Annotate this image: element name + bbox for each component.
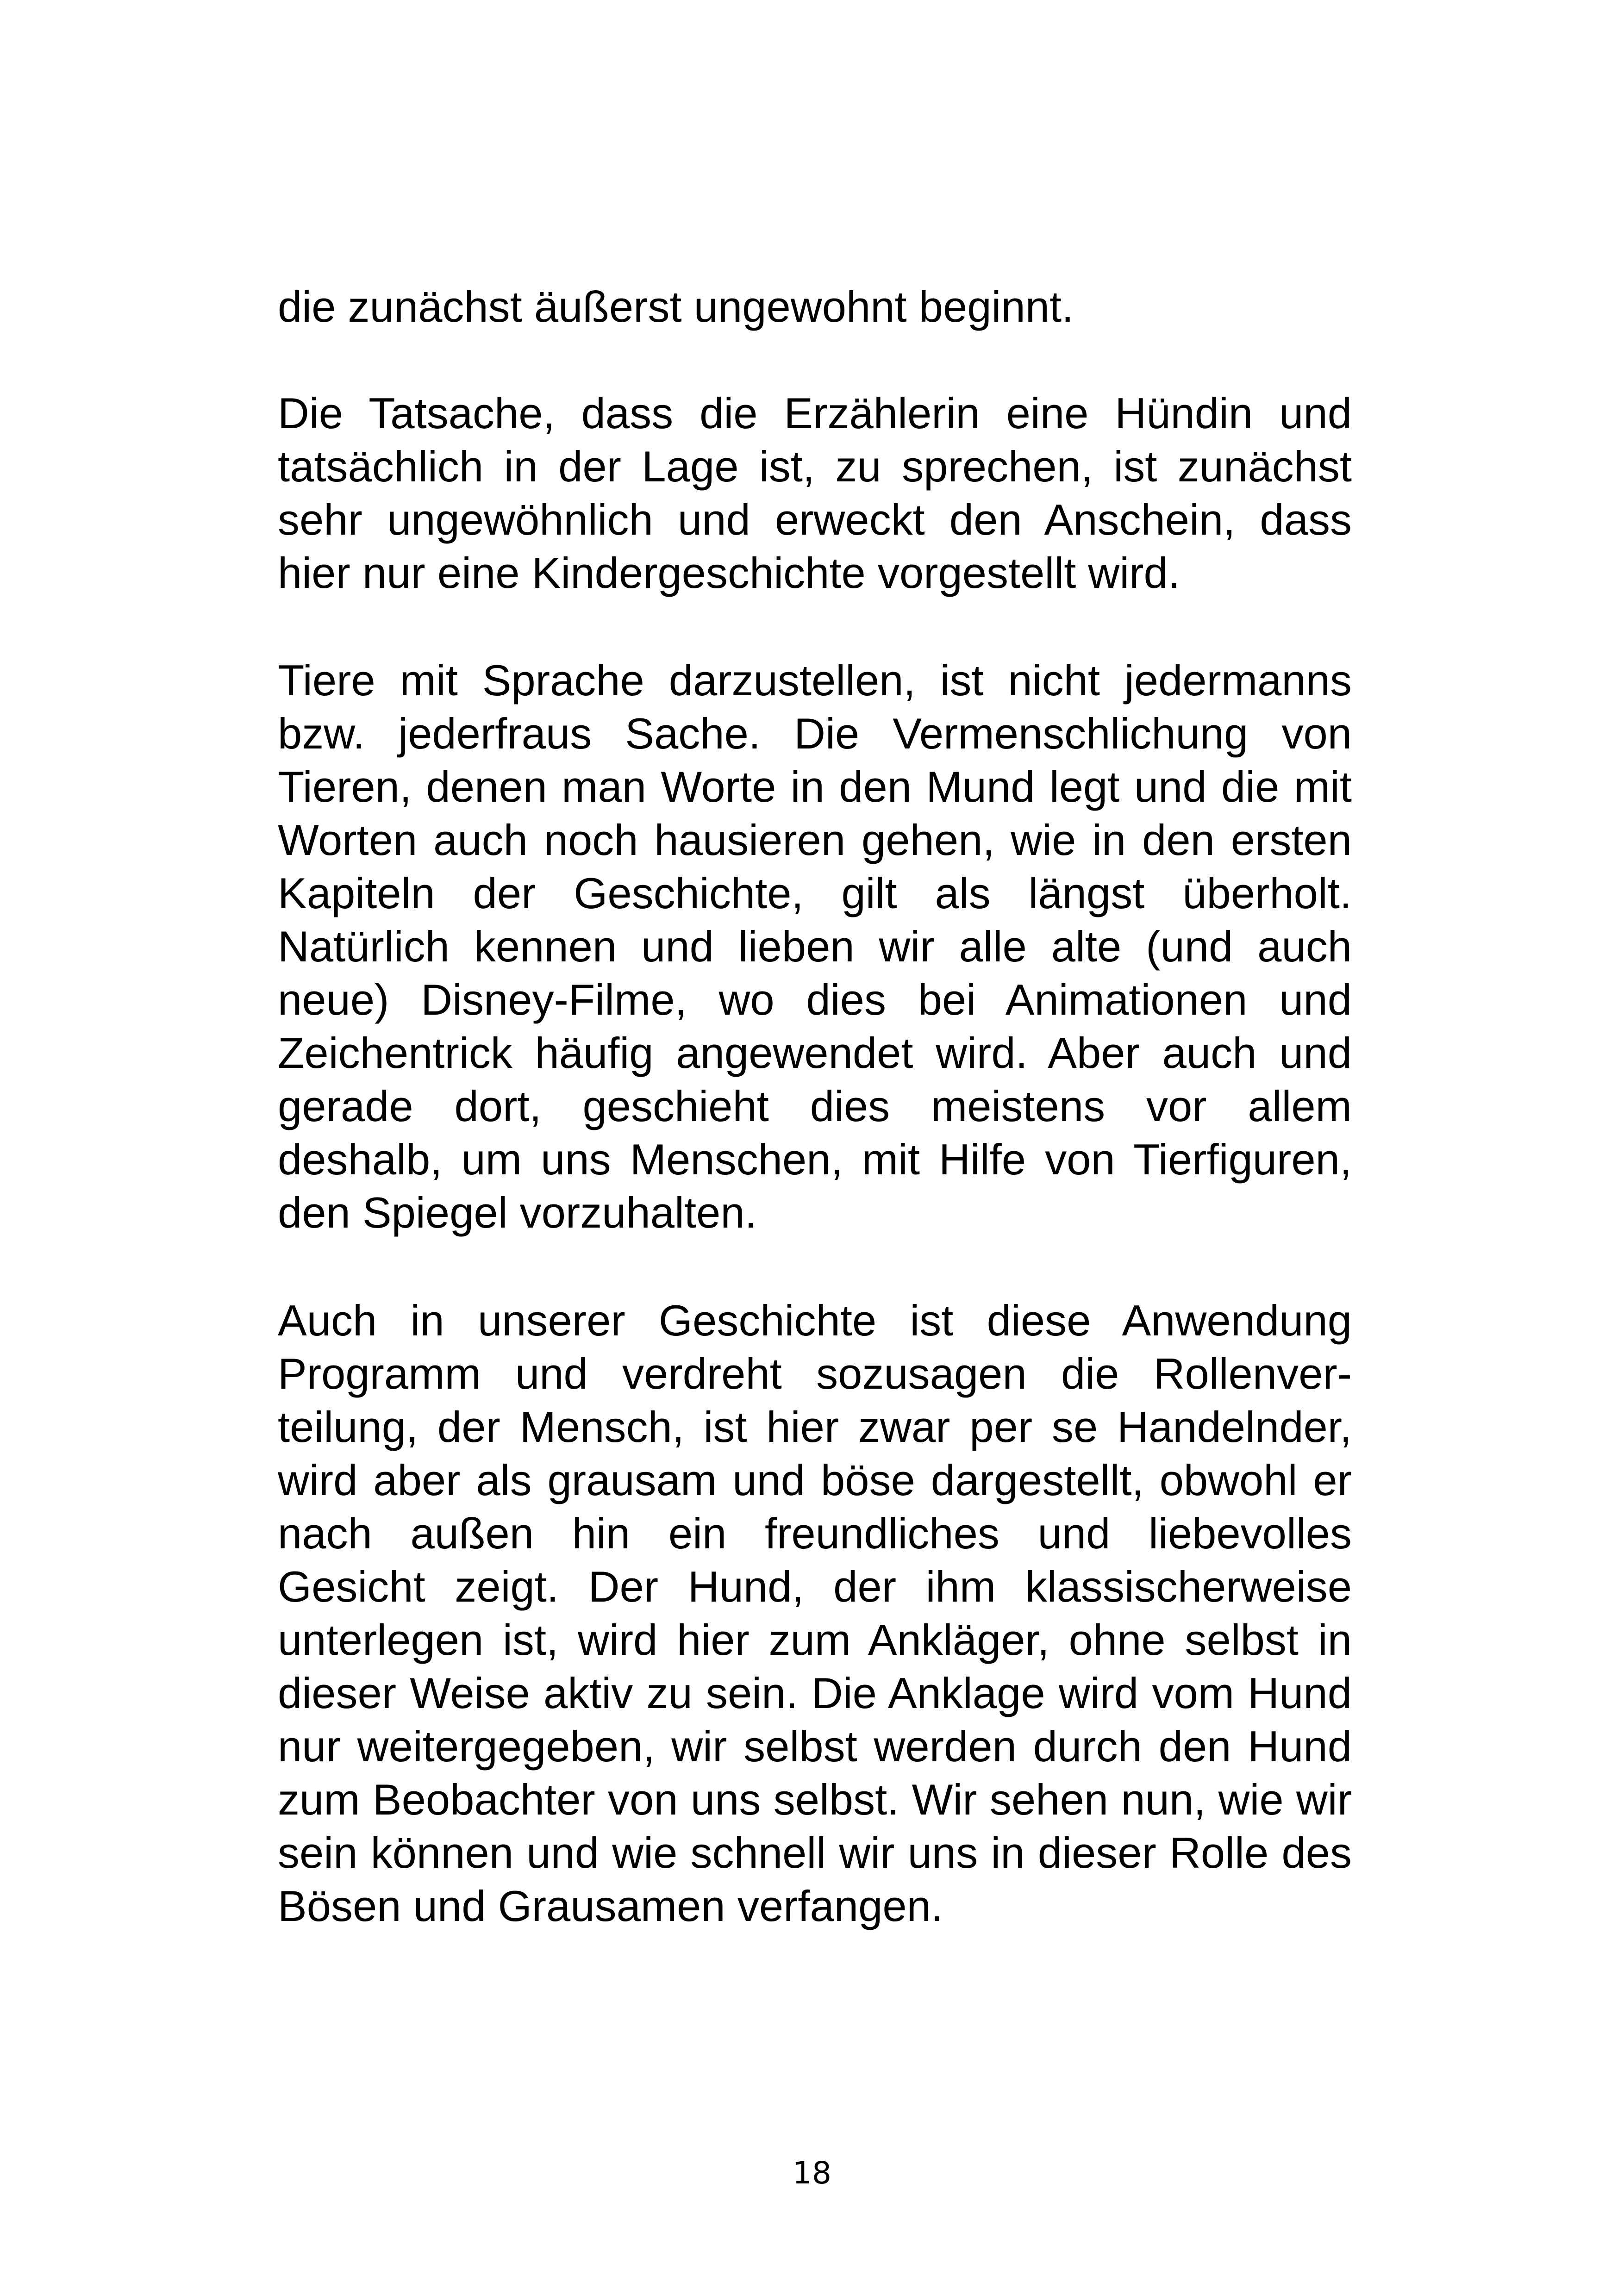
paragraph-2: Die Tatsache, dass die Erzählerin eine Hündin und tatsächlich in der Lage ist, zu sprechen, ist zunächst sehr ungewöhnlich und erweckt den Anschein, dass hier nur eine Kindergeschichte vorgestellt wird. [278,389,1352,597]
page-number: 18 [793,2155,831,2191]
paragraph-1: die zunächst äußerst ungewohnt beginnt. [278,282,1074,331]
paragraph-4: Auch in unserer Geschichte ist diese Anwendung Programm und verdreht sozusagen die Rollenverteilung, der Mensch, ist hier zwar per se Handelnder, wird aber als grausam und böse dargestellt, obwohl er nach außen hin ein freundliches und liebevolles Gesicht zeigt. Der Hund, der ihm klassischerweise unterlegen ist, wird hier zum Ankläger, ohne selbst in dieser Weise aktiv zu sein. Die Anklage wird vom Hund nur weitergegeben, wir selbst werden durch den Hund zum Beobachter von uns selbst. Wir sehen nun, wie wir sein können und wie schnell wir uns in dieser Rolle des Bösen und Grausamen verfangen. [278,1296,1352,1930]
paragraph-3: Tiere mit Sprache darzustellen, ist nicht jedermanns bzw. jederfraus Sache. Die Vermenschlichung von Tieren, denen man Worte in den Mund legt und die mit Worten auch noch hausieren gehen, wie in den ersten Kapiteln der Geschichte, gilt als längst überholt. Natürlich kennen und lieben wir alle alte (und auch neue) Disney-Filme, wo dies bei Animationen und Zeichentrick häufig angewendet wird. Aber auch und gerade dort, geschieht dies meistens vor allem deshalb, um uns Menschen, mit Hilfe von Tierfiguren, den Spiegel vorzuhalten. [278,656,1352,1237]
